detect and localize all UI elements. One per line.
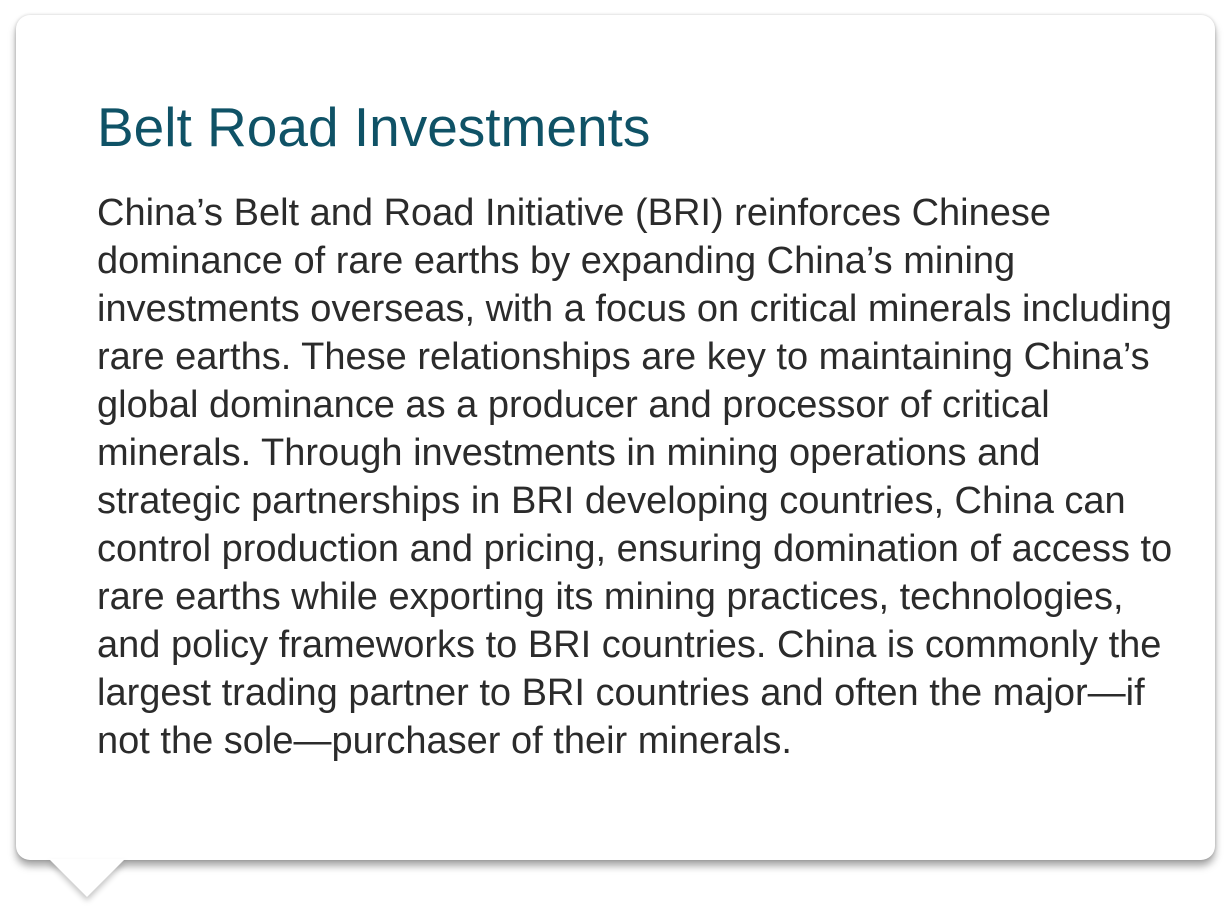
tooltip-card	[16, 15, 1215, 860]
tooltip-pointer	[49, 859, 125, 897]
tooltip-body-text: China’s Belt and Road Initiative (BRI) reinforces Chinese dominance of rare earths by expanding China’s mining investments overseas, with a focus on critical minerals including rare earths. These relationships are key to maintaining China’s global dominance as a producer and processor of critical minerals. Through investments in mining operations and strategic partnerships in BRI developing countries, China can control production and pricing, ensuring domination of access to rare earths while exporting its mining practices, technologies, and policy frameworks to BRI countries. China is commonly the largest trading partner to BRI countries and often the major—if not the sole—purchaser of their minerals.	[97, 192, 1173, 762]
tooltip-title: Belt Road Investments	[97, 96, 651, 158]
